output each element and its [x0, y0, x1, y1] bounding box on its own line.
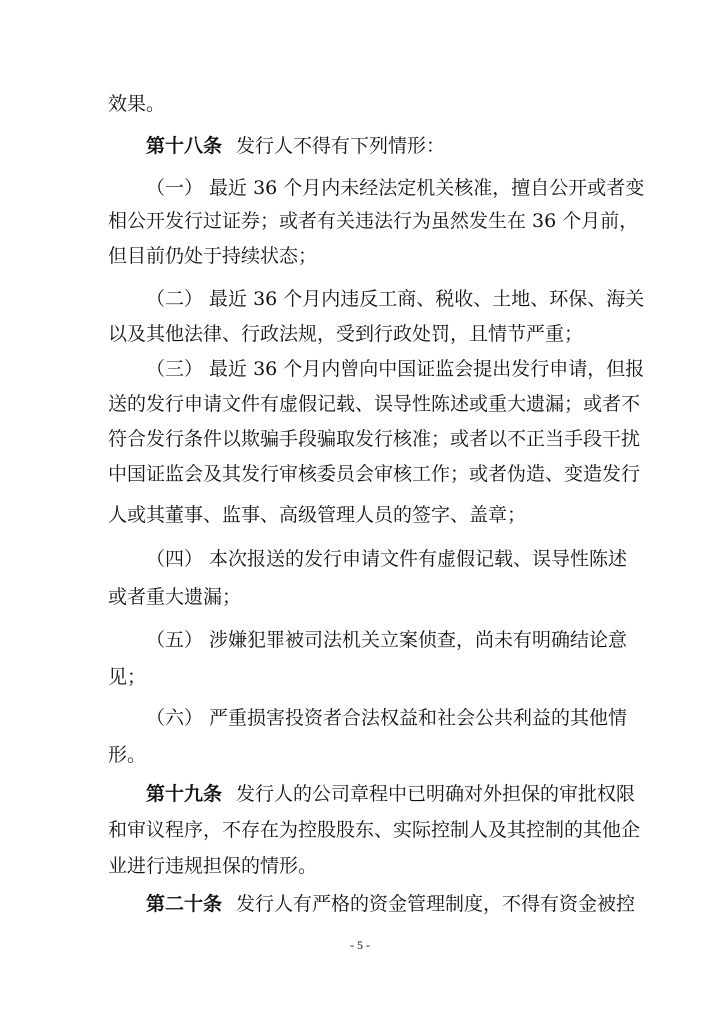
article-number: 第十九条	[146, 783, 223, 805]
clause-3-line	[146, 351, 645, 387]
line-text: 但目前仍处于持续状态；	[108, 245, 318, 267]
line-text: （三） 最近 36 个月内曾向中国证监会提出发行申请，但报	[146, 358, 645, 380]
line-text: 业进行违规担保的情形。	[108, 855, 318, 877]
clause-3-line	[108, 386, 641, 422]
clause-2-line	[108, 316, 600, 352]
line-text: 和审议程序，不存在为控股股东、实际控制人及其控制的其他企	[108, 819, 641, 841]
clause-5-line	[108, 659, 600, 695]
clause-2-line	[146, 281, 645, 317]
clause-3-line	[108, 497, 600, 533]
line-text: （一） 最近 36 个月内未经法定机关核准，擅自公开或者变	[146, 177, 645, 199]
line-text: 发行人的公司章程中已明确对外担保的审批权限	[236, 783, 636, 805]
line-text: 符合发行条件以欺骗手段骗取发行核准；或者以不正当手段干扰	[108, 428, 641, 450]
line-text: 见；	[108, 666, 147, 688]
clause-6-line	[146, 700, 628, 736]
line-text: （四） 本次报送的发行申请文件有虚假记载、误导性陈述	[146, 548, 628, 570]
line-text: （二） 最近 36 个月内违反工商、税收、土地、环保、海关	[146, 288, 645, 310]
line-text: 相公开发行过证券；或者有关违法行为虽然发生在 36 个月前，	[108, 210, 639, 232]
line-text: （六） 严重损害投资者合法权益和社会公共利益的其他情	[146, 707, 628, 729]
clause-1-line	[108, 203, 639, 239]
line-text: 或者重大遗漏；	[108, 586, 242, 608]
clause-4-line	[108, 579, 600, 615]
article-number: 第十八条	[146, 135, 223, 157]
line-text: 形。	[108, 744, 147, 766]
line-text: （五） 涉嫌犯罪被司法机关立案侦查，尚未有明确结论意	[146, 629, 628, 651]
line-text: 效果。	[108, 93, 166, 115]
clause-6-line	[108, 737, 600, 773]
line-text: 发行人不得有下列情形：	[236, 135, 446, 157]
clause-1-line	[146, 170, 645, 206]
paragraph-line	[108, 86, 600, 122]
article-18-heading	[146, 128, 600, 164]
article-20-heading	[146, 886, 636, 922]
clause-4-line	[146, 541, 628, 577]
clause-5-line	[146, 622, 628, 658]
line-text: 以及其他法律、行政法规，受到行政处罚，且情节严重；	[108, 323, 584, 345]
article-19-line	[108, 848, 600, 884]
line-text: 发行人有严格的资金管理制度，不得有资金被控	[236, 893, 636, 915]
clause-3-line	[108, 421, 641, 457]
line-text: 中国证监会及其发行审核委员会审核工作；或者伪造、变造发行	[108, 463, 641, 485]
page-number: - 5 -	[350, 938, 370, 952]
clause-3-line	[108, 456, 641, 492]
line-text: 人或其董事、监事、高级管理人员的签字、盖章；	[108, 504, 527, 526]
article-19-heading	[146, 776, 636, 812]
article-19-line	[108, 812, 641, 848]
article-number: 第二十条	[146, 893, 223, 915]
clause-1-line	[108, 238, 600, 274]
line-text: 送的发行申请文件有虚假记载、误导性陈述或重大遗漏；或者不	[108, 393, 641, 415]
